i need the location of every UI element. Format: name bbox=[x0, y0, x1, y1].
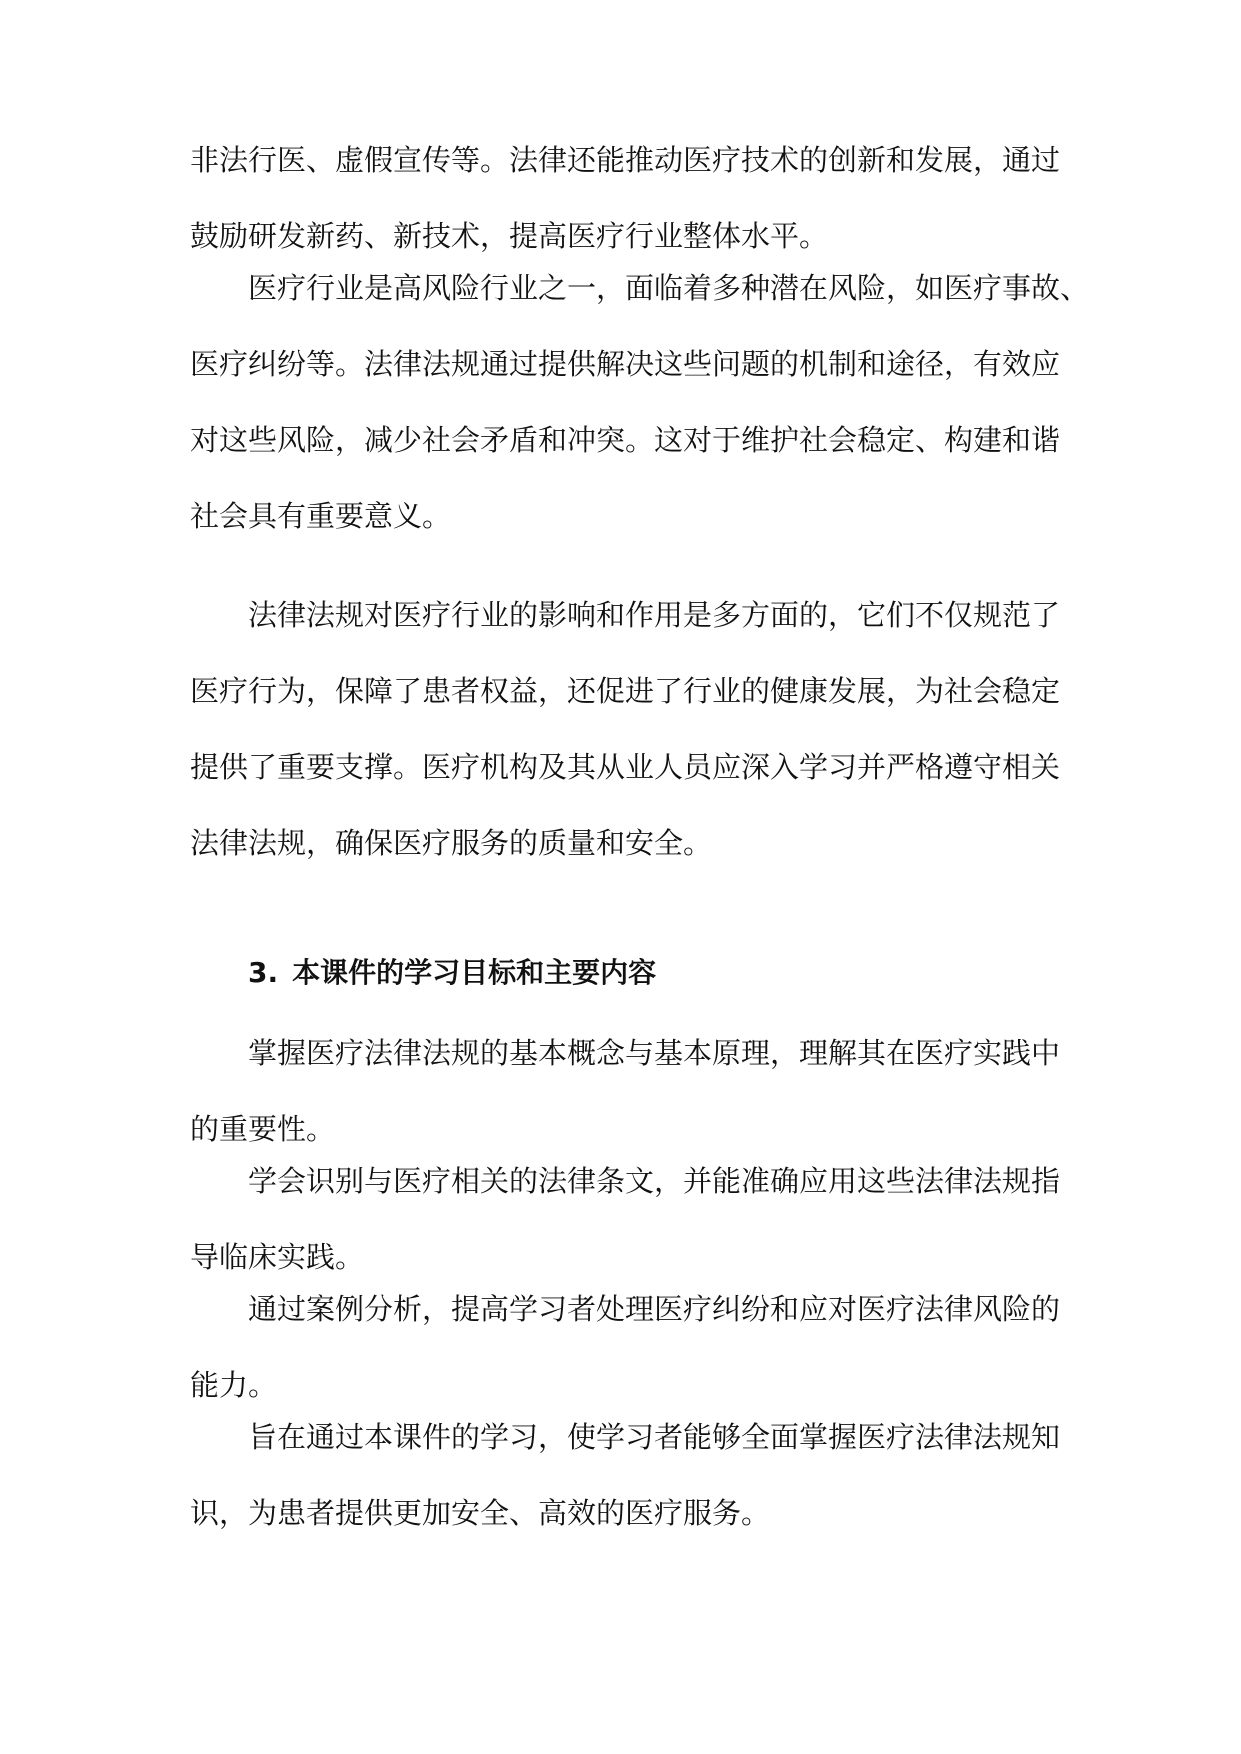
text-line: 医疗行业是高风险行业之一，面临着多种潜在风险，如医疗事故、 bbox=[248, 271, 1090, 305]
text-line: 能力。 bbox=[190, 1368, 278, 1402]
text-line: 掌握医疗法律法规的基本概念与基本原理，理解其在医疗实践中 bbox=[248, 1036, 1061, 1070]
text-line: 医疗纠纷等。法律法规通过提供解决这些问题的机制和途径，有效应 bbox=[190, 347, 1061, 381]
section-number: 3. bbox=[248, 956, 279, 989]
text-line: 提供了重要支撑。医疗机构及其从业人员应深入学习并严格遵守相关 bbox=[190, 750, 1061, 784]
text-line: 社会具有重要意义。 bbox=[190, 499, 452, 533]
text-line: 导临床实践。 bbox=[190, 1240, 365, 1274]
text-line: 识，为患者提供更加安全、高效的医疗服务。 bbox=[190, 1496, 771, 1530]
text-line: 旨在通过本课件的学习，使学习者能够全面掌握医疗法律法规知 bbox=[248, 1420, 1061, 1454]
text-line: 学会识别与医疗相关的法律条文，并能准确应用这些法律法规指 bbox=[248, 1164, 1061, 1198]
text-line: 通过案例分析，提高学习者处理医疗纠纷和应对医疗法律风险的 bbox=[248, 1292, 1061, 1326]
text-line: 非法行医、虚假宣传等。法律还能推动医疗技术的创新和发展，通过 bbox=[190, 143, 1061, 177]
text-line: 的重要性。 bbox=[190, 1112, 336, 1146]
objective-paragraph bbox=[190, 1161, 1060, 1277]
objective-paragraph bbox=[190, 1289, 1060, 1405]
paragraph bbox=[190, 268, 1089, 536]
paragraph bbox=[190, 140, 1060, 256]
text-line: 对这些风险，减少社会矛盾和冲突。这对于维护社会稳定、构建和谐 bbox=[190, 423, 1061, 457]
text-line: 法律法规对医疗行业的影响和作用是多方面的，它们不仅规范了 bbox=[248, 598, 1061, 632]
text-line: 法律法规，确保医疗服务的质量和安全。 bbox=[190, 826, 713, 860]
paragraph bbox=[190, 595, 1060, 863]
objective-paragraph bbox=[190, 1417, 1060, 1533]
text-line: 医疗行为，保障了患者权益，还促进了行业的健康发展，为社会稳定 bbox=[190, 674, 1061, 708]
text-line: 鼓励研发新药、新技术，提高医疗行业整体水平。 bbox=[190, 219, 829, 253]
section-title: 本课件的学习目标和主要内容 bbox=[292, 956, 657, 989]
objective-paragraph bbox=[190, 1033, 1060, 1149]
section-heading bbox=[190, 953, 656, 993]
